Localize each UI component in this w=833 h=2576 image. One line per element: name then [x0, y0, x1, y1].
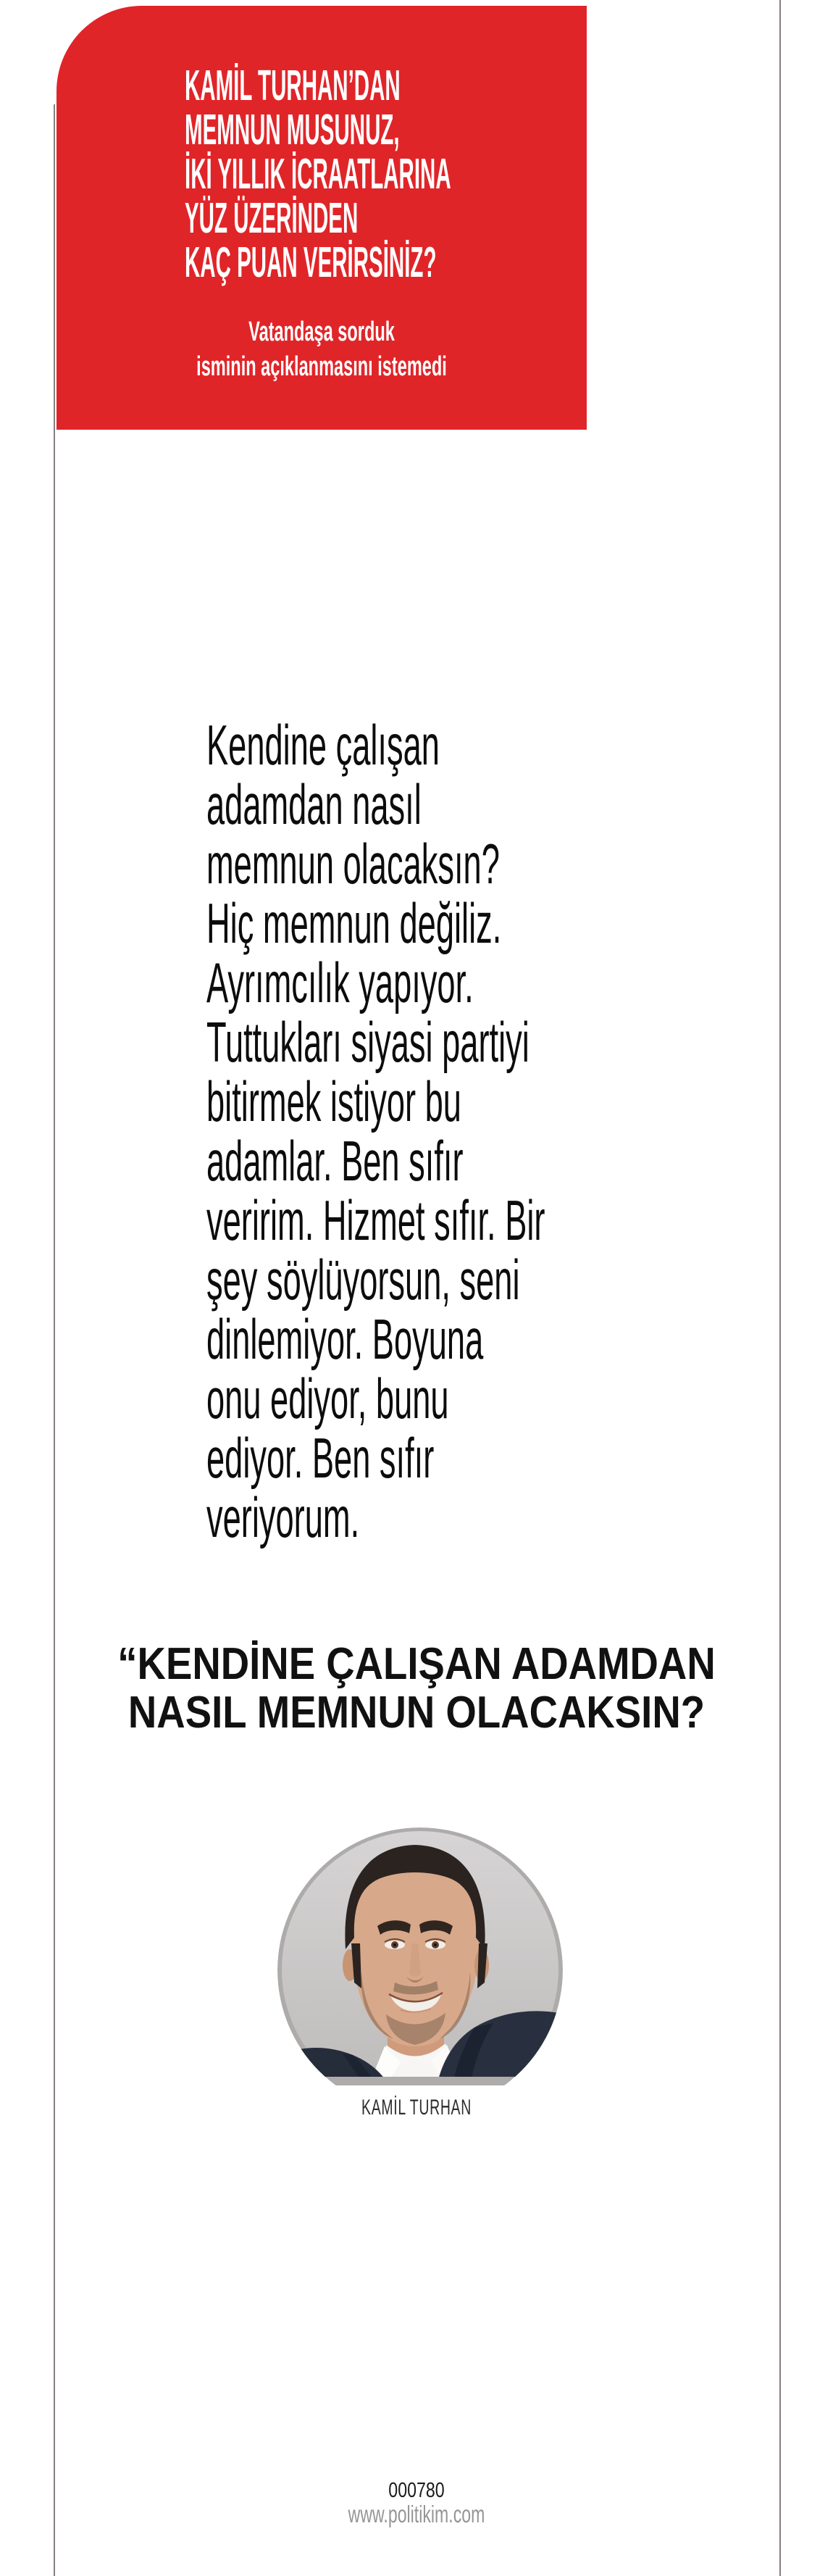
question-subtitle-line: Vatandaşa sorduk [248, 317, 395, 347]
man-portrait-illustration [277, 1827, 563, 2085]
portrait-caption: KAMİL TURHAN [361, 2096, 472, 2119]
question-title-line: MEMNUN MUSUNUZ, [185, 106, 400, 154]
headline-line: NASIL MEMNUN OLACAKSIN? [127, 1688, 706, 1738]
quote-line: Ayrımcılık yapıyor. [206, 951, 474, 1014]
quote-line: Tuttukları siyasi partiyi [206, 1010, 529, 1074]
question-title-line: KAÇ PUAN VERİRSİNİZ? [185, 238, 437, 286]
headline-line: “KENDİNE ÇALIŞAN ADAMDAN [117, 1639, 716, 1689]
quote-line: veririm. Hizmet sıfır. Bir [206, 1188, 545, 1252]
quote-line: Kendine çalışan [206, 713, 440, 777]
portrait-photo [277, 1827, 563, 2085]
question-title-line: KAMİL TURHAN’DAN [185, 62, 401, 109]
quote-line: onu ediyor, bunu [206, 1367, 449, 1430]
question-subtitle [157, 314, 486, 384]
footer-code: 000780 [388, 2479, 445, 2502]
quote-line: dinlemiyor. Boyuna [206, 1307, 484, 1371]
citizen-quote [206, 715, 545, 1547]
left-border-line [54, 104, 55, 2576]
question-card [56, 6, 587, 430]
quote-line: veriyorum. [206, 1485, 360, 1549]
quote-line: adamdan nasıl [206, 772, 422, 836]
footer-website: www.politikim.com [348, 2501, 485, 2527]
question-subtitle-line: isminin açıklanmasını istemedi [196, 351, 447, 382]
quote-line: şey söylüyorsun, seni [206, 1248, 520, 1312]
question-title-line: YÜZ ÜZERİNDEN [185, 194, 359, 242]
quote-line: ediyor. Ben sıfır [206, 1426, 435, 1490]
right-border-line [779, 0, 781, 2576]
question-title [185, 64, 451, 285]
quote-line: memnun olacaksın? [206, 832, 500, 896]
quote-line: bitirmek istiyor bu [206, 1070, 461, 1133]
pull-quote-headline [50, 1640, 783, 1737]
quote-line: Hiç memnun değiliz. [206, 891, 502, 955]
quote-line: adamlar. Ben sıfır [206, 1129, 464, 1193]
question-title-line: İKİ YILLIK İCRAATLARINA [185, 150, 451, 198]
